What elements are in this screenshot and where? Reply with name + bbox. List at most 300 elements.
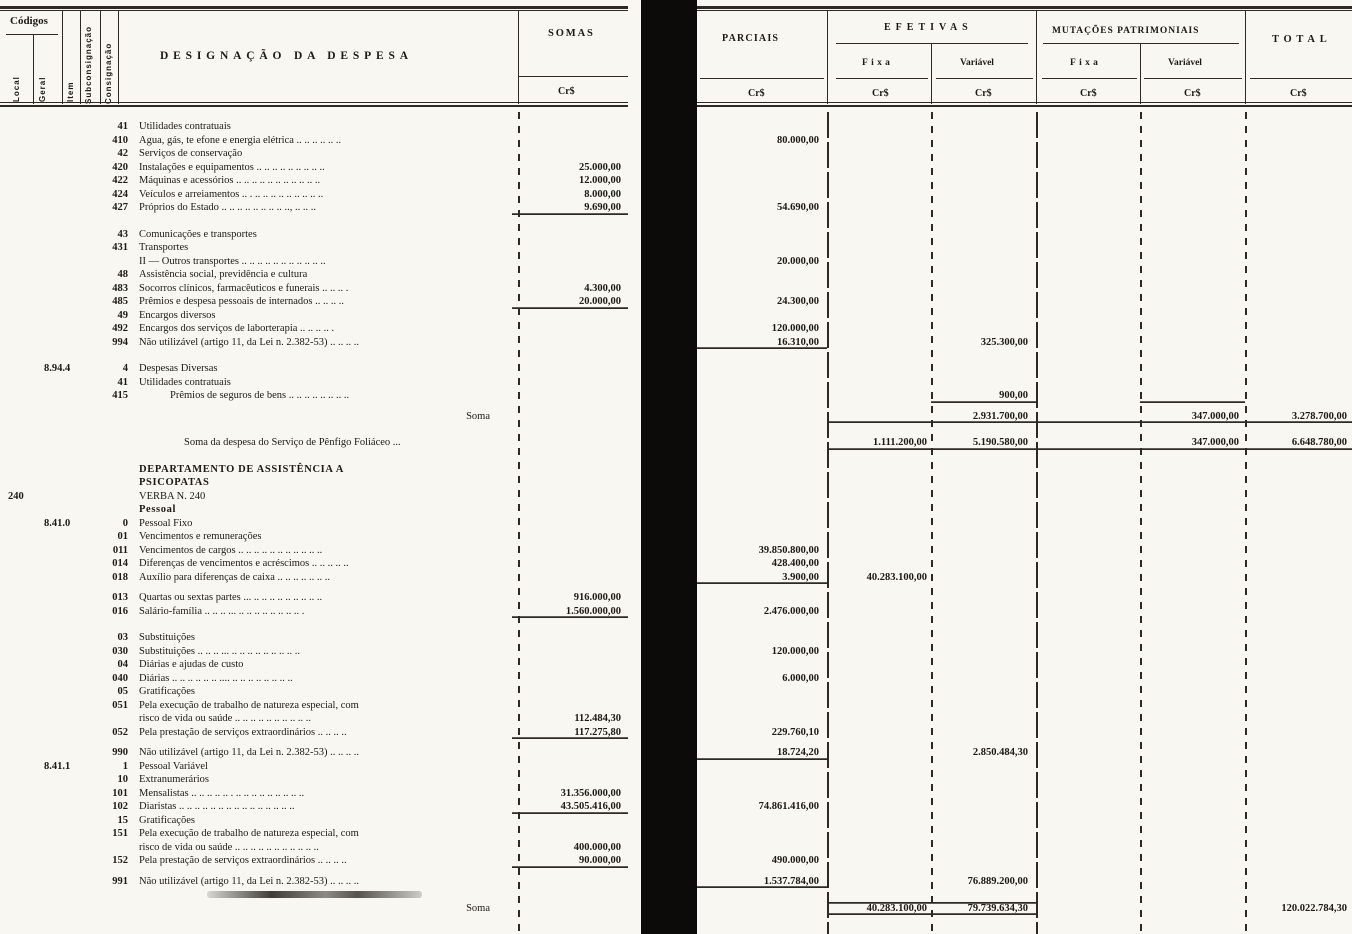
- cell-mutacoes-fixa: [1036, 605, 1140, 619]
- cell-mutacoes-variavel: [1140, 544, 1245, 558]
- cell-total: [1245, 605, 1352, 619]
- header-vline: [62, 10, 63, 104]
- header-vline: [118, 10, 119, 104]
- cell-codigo-item: 05: [117, 686, 128, 697]
- header-vline: [1140, 43, 1141, 104]
- cell-designacao: Pela execução de trabalho de natureza especial, com: [139, 828, 359, 839]
- cell-codigo-geral: [28, 787, 96, 801]
- cell-codigo-item: [96, 255, 132, 269]
- cell-efetivas-variavel: [931, 571, 1036, 585]
- cell-codigo-geral: 8.41.0: [44, 517, 71, 529]
- cell-mutacoes-variavel: [1140, 571, 1245, 585]
- cell-efetivas-fixa: [827, 255, 931, 269]
- cell-efetivas-variavel: [931, 268, 1036, 282]
- cell-mutacoes-variavel: [1140, 854, 1245, 868]
- cell-total: [1245, 787, 1352, 801]
- cell-designacao: Gratificações: [139, 814, 195, 826]
- header-vline: [1245, 10, 1246, 104]
- cell-mutacoes-variavel: 347.000,00: [1140, 410, 1245, 424]
- cell-codigo-item: 152: [112, 855, 128, 866]
- cell-codigo-geral: [28, 841, 96, 855]
- cell-somas: 112.484,30: [574, 713, 621, 724]
- cell-codigo-item: 0: [122, 517, 128, 529]
- cell-codigo-item: 492: [112, 323, 128, 334]
- cell-parciais: [697, 241, 827, 255]
- cell-efetivas-fixa: [827, 699, 931, 713]
- cell-designacao: Pela prestação de serviços extraordinários .. .. .. ..: [139, 855, 347, 866]
- cell-efetivas-variavel: [931, 800, 1036, 814]
- cell-efetivas-fixa: [827, 672, 931, 686]
- cell-total: [1245, 800, 1352, 814]
- cell-codigo-item: 1: [122, 760, 128, 772]
- cell-codigo-geral: [28, 699, 96, 713]
- cell-somas: [512, 544, 628, 558]
- cell-somas: [512, 760, 628, 774]
- cell-total: [1245, 255, 1352, 269]
- cell-somas: 8.000,00: [584, 188, 621, 200]
- cell-codigo-geral: [28, 685, 96, 699]
- cell-codigo-geral: [28, 376, 96, 390]
- cell-codigo-local: [0, 268, 28, 282]
- cell-somas: [512, 490, 628, 504]
- cell-total: [1245, 631, 1352, 645]
- cell-codigo-item: 10: [117, 774, 128, 785]
- cell-parciais: [697, 760, 827, 774]
- cell-efetivas-variavel: [931, 672, 1036, 686]
- cell-codigo-item: 991: [112, 875, 128, 887]
- cell-mutacoes-variavel: [1140, 490, 1245, 504]
- cell-codigo-geral: [28, 228, 96, 242]
- cell-somas: [512, 309, 628, 323]
- header-vline: [33, 34, 34, 104]
- cell-designacao: Vencimentos de cargos .. .. .. .. .. .. .. .. .. .. ..: [139, 544, 323, 556]
- cell-somas: [512, 410, 628, 424]
- cell-mutacoes-variavel: [1140, 268, 1245, 282]
- cell-total: 6.648.780,00: [1245, 436, 1352, 450]
- cell-efetivas-variavel: 2.850.484,30: [972, 747, 1028, 758]
- cell-mutacoes-fixa: [1036, 188, 1140, 202]
- cell-parciais: 3.900,00: [697, 571, 827, 585]
- cell-somas: [512, 228, 628, 242]
- cell-mutacoes-variavel: [1140, 875, 1245, 889]
- cell-codigo-geral: [28, 746, 96, 760]
- cell-mutacoes-variavel: [1140, 645, 1245, 659]
- cell-codigo-local: [0, 336, 28, 350]
- cell-codigo-local: [0, 544, 28, 558]
- cell-mutacoes-variavel: [1140, 631, 1245, 645]
- cell-efetivas-variavel: [931, 712, 1036, 726]
- col-geral-label: Geral: [38, 76, 47, 102]
- cell-somas: 31.356.000,00: [560, 787, 621, 799]
- cell-total: [1245, 544, 1352, 558]
- cell-designacao: Instalações e equipamentos .. .. .. .. .. .. .. .. ..: [139, 161, 325, 173]
- cell-efetivas-fixa: [827, 517, 931, 531]
- cell-codigo-item: 151: [112, 828, 128, 839]
- cell-codigo-geral: [28, 410, 96, 424]
- cell-designacao: Pela execução de trabalho de natureza especial, com: [139, 699, 359, 711]
- cell-mutacoes-variavel: [1140, 591, 1245, 605]
- cell-codigo-local: [0, 827, 28, 841]
- cell-efetivas-fixa: 40.283.100,00: [827, 902, 931, 916]
- cell-efetivas-fixa: [827, 309, 931, 323]
- cell-parciais: [697, 902, 827, 916]
- cell-total: [1245, 854, 1352, 868]
- cell-codigo-geral: 8.41.1: [44, 760, 71, 772]
- cell-parciais: [697, 712, 827, 726]
- cell-mutacoes-fixa: [1036, 476, 1140, 490]
- cell-designacao: Utilidades contratuais: [139, 376, 231, 388]
- cell-efetivas-variavel: [931, 174, 1036, 188]
- cell-codigo-local: [0, 800, 28, 814]
- cell-codigo-local: [0, 557, 28, 571]
- cell-parciais: [697, 658, 827, 672]
- col-subconsignacao-label: Subconsignação: [84, 25, 93, 104]
- cell-parciais: [697, 888, 827, 902]
- cell-codigo-local: [0, 188, 28, 202]
- cell-mutacoes-fixa: [1036, 228, 1140, 242]
- cell-mutacoes-variavel: [1140, 174, 1245, 188]
- cell-efetivas-variavel: [931, 201, 1036, 215]
- cell-codigo-geral: [28, 174, 96, 188]
- cell-efetivas-fixa: [827, 503, 931, 517]
- cell-efetivas-variavel: [931, 557, 1036, 571]
- cell-designacao: Encargos diversos: [139, 309, 216, 321]
- cell-codigo-geral: [28, 544, 96, 558]
- cell-parciais: [697, 309, 827, 323]
- cell-codigo-local: [0, 503, 28, 517]
- header-hline: [700, 78, 824, 79]
- cell-total: [1245, 699, 1352, 713]
- cell-somas: [512, 631, 628, 645]
- cell-codigo-item: 49: [117, 309, 128, 321]
- cell-codigo-geral: [28, 712, 96, 726]
- cell-total: [1245, 685, 1352, 699]
- cell-mutacoes-fixa: [1036, 699, 1140, 713]
- cell-mutacoes-fixa: [1036, 174, 1140, 188]
- cell-mutacoes-fixa: [1036, 517, 1140, 531]
- cell-efetivas-variavel: 2.931.700,00: [931, 410, 1036, 424]
- cell-mutacoes-variavel: [1140, 773, 1245, 787]
- cell-mutacoes-fixa: [1036, 726, 1140, 740]
- cell-designacao: Soma da despesa do Serviço de Pênfigo Foliáceo ...: [184, 437, 401, 448]
- cell-efetivas-variavel: [931, 147, 1036, 161]
- cell-mutacoes-fixa: [1036, 902, 1140, 916]
- cell-mutacoes-variavel: [1140, 336, 1245, 350]
- efetivas-header: EFETIVAS: [884, 22, 973, 33]
- cell-total: [1245, 726, 1352, 740]
- cell-mutacoes-variavel: [1140, 787, 1245, 801]
- cell-designacao: Soma: [466, 410, 490, 422]
- cell-designacao: Despesas Diversas: [139, 363, 218, 374]
- cell-codigo-local: 240: [8, 490, 24, 502]
- cell-mutacoes-variavel: [1140, 201, 1245, 215]
- col-local-label: Local: [12, 76, 21, 102]
- cell-efetivas-variavel: [931, 376, 1036, 390]
- cell-total: [1245, 841, 1352, 855]
- cell-somas: [512, 389, 628, 403]
- cell-codigo-item: 011: [112, 544, 128, 556]
- cell-parciais: [697, 228, 827, 242]
- cell-parciais: 120.000,00: [771, 645, 819, 657]
- cr-label: Cr$: [1184, 88, 1201, 99]
- cell-mutacoes-variavel: [1140, 699, 1245, 713]
- cell-efetivas-variavel: [931, 888, 1036, 902]
- cell-codigo-item: 420: [112, 161, 128, 173]
- cell-somas: 90.000,00: [512, 854, 628, 868]
- cell-somas: [512, 241, 628, 255]
- header-hline: [518, 76, 628, 77]
- cell-mutacoes-fixa: [1036, 389, 1140, 403]
- cell-efetivas-variavel: [931, 463, 1036, 477]
- cell-efetivas-fixa: [827, 557, 931, 571]
- codigos-underline: [6, 34, 58, 35]
- cell-codigo-item: 01: [117, 531, 128, 542]
- cell-codigo-item: 15: [117, 814, 128, 826]
- cell-mutacoes-fixa: [1036, 490, 1140, 504]
- cell-mutacoes-variavel: [1140, 814, 1245, 828]
- cell-codigo-geral: [28, 476, 96, 490]
- cell-efetivas-fixa: [827, 591, 931, 605]
- header-hline: [1043, 43, 1239, 44]
- cell-codigo-item: 030: [112, 645, 128, 657]
- header-vline: [931, 43, 932, 104]
- cell-mutacoes-variavel: [1140, 827, 1245, 841]
- cell-somas: 9.690,00: [512, 201, 628, 215]
- cell-total: [1245, 362, 1352, 376]
- cell-efetivas-fixa: [827, 241, 931, 255]
- cell-mutacoes-variavel: [1140, 228, 1245, 242]
- cell-efetivas-variavel: [931, 188, 1036, 202]
- cell-mutacoes-variavel: [1140, 255, 1245, 269]
- cell-codigo-geral: 8.94.4: [44, 363, 71, 374]
- cell-designacao: Próprios do Estado .. .. .. .. .. .. .. .. .., .. .. ..: [139, 202, 317, 213]
- cell-designacao: risco de vida ou saúde .. .. .. .. .. .. .. .. .. ..: [139, 713, 312, 724]
- cell-somas: [512, 463, 628, 477]
- cell-total: [1245, 161, 1352, 175]
- col-item-label: Item: [66, 81, 75, 102]
- cell-codigo-item: [96, 902, 132, 916]
- cell-codigo-geral: [28, 161, 96, 175]
- cell-efetivas-variavel: [931, 255, 1036, 269]
- cell-total: [1245, 336, 1352, 350]
- cell-codigo-item: [96, 476, 132, 490]
- cell-mutacoes-fixa: [1036, 841, 1140, 855]
- cell-mutacoes-fixa: [1036, 746, 1140, 760]
- cell-efetivas-fixa: [827, 760, 931, 774]
- cell-codigo-local: [0, 410, 28, 424]
- cell-mutacoes-fixa: [1036, 658, 1140, 672]
- cell-mutacoes-fixa: [1036, 814, 1140, 828]
- cell-efetivas-variavel: [931, 282, 1036, 296]
- cell-somas: [512, 685, 628, 699]
- cell-somas: [512, 134, 628, 148]
- cell-efetivas-fixa: [827, 463, 931, 477]
- cell-efetivas-fixa: [827, 645, 931, 659]
- cell-parciais: 74.861.416,00: [758, 801, 819, 812]
- cell-efetivas-variavel: [931, 645, 1036, 659]
- cell-somas: [512, 336, 628, 350]
- header-hline: [1042, 78, 1137, 79]
- efetivas-variavel-label: Variável: [960, 58, 994, 68]
- cell-codigo-local: [0, 888, 28, 902]
- cell-parciais: [697, 389, 827, 403]
- cell-codigo-local: [0, 322, 28, 336]
- cell-mutacoes-fixa: [1036, 557, 1140, 571]
- cell-codigo-local: [0, 174, 28, 188]
- cell-designacao: Utilidades contratuais: [139, 121, 231, 132]
- cell-efetivas-variavel: [931, 120, 1036, 134]
- cell-mutacoes-variavel: [1140, 902, 1245, 916]
- cell-codigo-geral: [28, 463, 96, 477]
- cell-codigo-local: [0, 746, 28, 760]
- cell-codigo-local: [0, 463, 28, 477]
- cell-parciais: 39.850.800,00: [758, 544, 819, 556]
- cell-somas: [512, 147, 628, 161]
- cell-efetivas-fixa: [827, 685, 931, 699]
- cell-codigo-geral: [28, 672, 96, 686]
- cell-efetivas-fixa: [827, 888, 931, 902]
- cell-codigo-item: [96, 503, 132, 517]
- cell-somas: 4.300,00: [584, 282, 621, 294]
- cell-codigo-geral: [28, 255, 96, 269]
- cell-mutacoes-fixa: [1036, 685, 1140, 699]
- cell-mutacoes-fixa: [1036, 827, 1140, 841]
- cell-mutacoes-fixa: [1036, 463, 1140, 477]
- cell-total: [1245, 463, 1352, 477]
- cell-efetivas-fixa: [827, 147, 931, 161]
- cell-codigo-geral: [28, 726, 96, 740]
- cell-efetivas-variavel: [931, 362, 1036, 376]
- col-consignacao-label: Consignação: [104, 42, 113, 104]
- cell-codigo-item: 427: [112, 202, 128, 213]
- mutacoes-header: MUTAÇÕES PATRIMONIAIS: [1052, 26, 1200, 36]
- cell-somas: 12.000,00: [579, 175, 621, 186]
- cell-efetivas-variavel: [931, 854, 1036, 868]
- cell-somas: [512, 322, 628, 336]
- cell-efetivas-fixa: [827, 476, 931, 490]
- cell-codigo-item: [96, 410, 132, 424]
- cell-efetivas-variavel: [931, 699, 1036, 713]
- cell-codigo-item: 485: [112, 296, 128, 307]
- cell-total: [1245, 268, 1352, 282]
- cell-efetivas-variavel: [931, 814, 1036, 828]
- cell-efetivas-variavel: [931, 760, 1036, 774]
- cell-somas: [512, 517, 628, 531]
- cell-codigo-item: 018: [112, 571, 128, 583]
- cell-parciais: [697, 814, 827, 828]
- cell-total: [1245, 241, 1352, 255]
- cell-codigo-item: 4: [122, 363, 128, 374]
- mutacoes-fixa-label: Fixa: [1070, 58, 1102, 68]
- cell-mutacoes-variavel: [1140, 557, 1245, 571]
- cell-efetivas-variavel: [931, 241, 1036, 255]
- cell-efetivas-fixa: [827, 188, 931, 202]
- cell-efetivas-variavel: 79.739.634,30: [931, 902, 1036, 916]
- cell-efetivas-fixa: [827, 773, 931, 787]
- cell-codigo-local: [0, 726, 28, 740]
- cell-parciais: [697, 787, 827, 801]
- cell-mutacoes-variavel: [1140, 530, 1245, 544]
- cell-parciais: [697, 699, 827, 713]
- cell-codigo-item: 48: [117, 269, 128, 280]
- cell-designacao: Diárias .. .. .. .. .. .. .... .. .. .. .. .. .. .. ..: [139, 672, 293, 684]
- cell-somas: [512, 376, 628, 390]
- cell-mutacoes-variavel: [1140, 241, 1245, 255]
- cell-designacao: Extranumerários: [139, 774, 209, 785]
- cell-parciais: [697, 685, 827, 699]
- cell-mutacoes-variavel: [1140, 672, 1245, 686]
- cell-efetivas-variavel: 76.889.200,00: [967, 875, 1028, 887]
- cell-designacao: Soma: [466, 902, 490, 914]
- cell-codigo-item: 42: [117, 148, 128, 159]
- cell-efetivas-variavel: [931, 228, 1036, 242]
- cell-mutacoes-fixa: [1036, 282, 1140, 296]
- cell-mutacoes-fixa: [1036, 436, 1140, 450]
- header-hline: [1250, 78, 1352, 79]
- cell-designacao: Diárias e ajudas de custo: [139, 659, 244, 670]
- cell-designacao: Comunicações e transportes: [139, 228, 257, 240]
- cell-parciais: [697, 362, 827, 376]
- cell-codigo-local: [0, 134, 28, 148]
- cell-codigo-local: [0, 362, 28, 376]
- cell-total: [1245, 517, 1352, 531]
- cell-codigo-geral: [28, 503, 96, 517]
- cell-designacao: Não utilizável (artigo 11, da Lei n. 2.382-53) .. .. .. ..: [139, 875, 360, 887]
- cell-parciais: 18.724,20: [697, 746, 827, 760]
- cell-parciais: [697, 188, 827, 202]
- cell-efetivas-fixa: [827, 362, 931, 376]
- cell-mutacoes-variavel: [1140, 746, 1245, 760]
- cell-parciais: [697, 463, 827, 477]
- cell-designacao: Pela prestação de serviços extraordinários .. .. .. ..: [139, 726, 347, 738]
- cell-codigo-local: [0, 645, 28, 659]
- cell-designacao: Substituições .. .. .. ... .. .. .. .. .. .. .. .. ..: [139, 645, 301, 657]
- cell-efetivas-fixa: [827, 530, 931, 544]
- cell-mutacoes-fixa: [1036, 800, 1140, 814]
- cell-designacao: Encargos dos serviços de laborterapia .. .. .. .. .: [139, 323, 335, 334]
- cell-codigo-geral: [28, 827, 96, 841]
- cell-parciais: [697, 268, 827, 282]
- cell-total: [1245, 760, 1352, 774]
- efetivas-fixa-label: Fixa: [862, 58, 894, 68]
- cell-efetivas-fixa: 1.111.200,00: [827, 436, 931, 450]
- cell-somas: [512, 255, 628, 269]
- cell-parciais: [697, 410, 827, 424]
- cell-efetivas-variavel: [931, 631, 1036, 645]
- cell-mutacoes-variavel: [1140, 161, 1245, 175]
- cell-codigo-geral: [28, 120, 96, 134]
- cr-label: Cr$: [1080, 88, 1097, 99]
- cell-mutacoes-fixa: [1036, 875, 1140, 889]
- cell-codigo-geral: [28, 436, 96, 450]
- cell-mutacoes-variavel: [1140, 605, 1245, 619]
- cell-codigo-geral: [28, 875, 96, 889]
- cell-total: [1245, 645, 1352, 659]
- cell-parciais: 20.000,00: [777, 255, 819, 267]
- cell-codigo-item: 410: [112, 134, 128, 146]
- cell-mutacoes-fixa: [1036, 295, 1140, 309]
- cell-somas: [512, 571, 628, 585]
- cell-codigo-local: [0, 875, 28, 889]
- cell-efetivas-fixa: [827, 161, 931, 175]
- cell-total: 3.278.700,00: [1245, 410, 1352, 424]
- cell-designacao: Veículos e arreiamentos .. . .. .. .. .. .. .. .. .. ..: [139, 188, 324, 200]
- cell-parciais: [697, 517, 827, 531]
- total-header: TOTAL: [1272, 34, 1332, 45]
- cell-total: [1245, 827, 1352, 841]
- cell-designacao: Vencimentos e remunerações: [139, 531, 262, 542]
- cell-codigo-item: 41: [117, 376, 128, 388]
